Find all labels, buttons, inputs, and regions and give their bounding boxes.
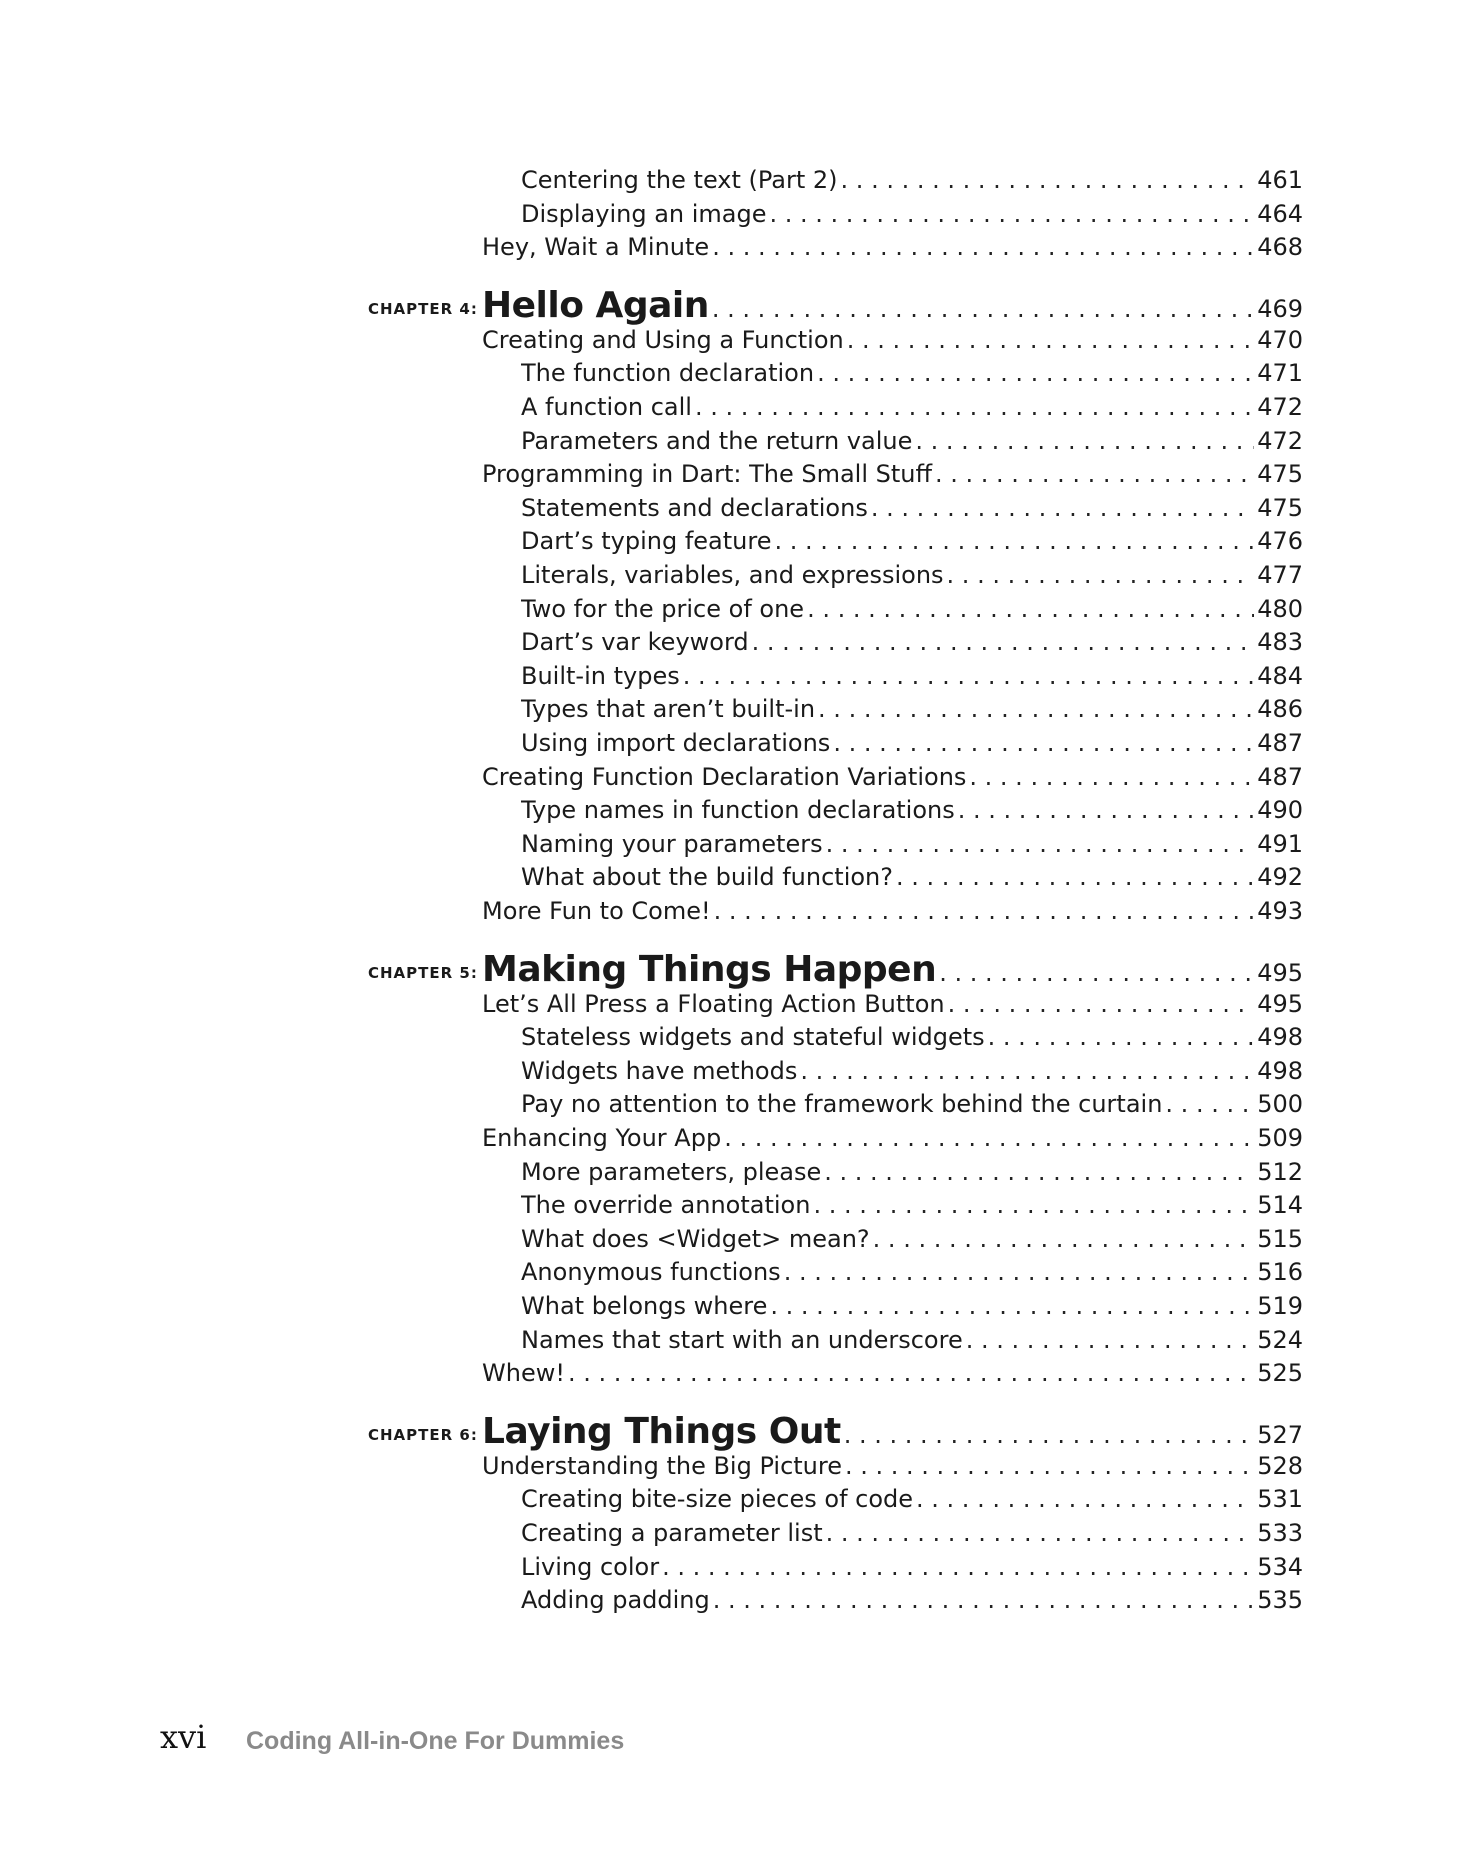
toc-chapter-entry bbox=[482, 1411, 1303, 1452]
toc-entry-title: Anonymous functions bbox=[521, 1258, 781, 1287]
dot-leader bbox=[784, 1258, 1255, 1286]
toc-entry-title: Parameters and the return value bbox=[521, 426, 913, 455]
dot-leader bbox=[770, 200, 1255, 228]
dot-leader bbox=[695, 393, 1254, 421]
dot-leader bbox=[939, 959, 1254, 987]
toc-page-number: 471 bbox=[1257, 359, 1303, 388]
toc-entry bbox=[521, 1158, 1303, 1186]
toc-entry-title: More parameters, please bbox=[521, 1157, 822, 1186]
toc-entry-title: Adding padding bbox=[521, 1586, 710, 1615]
toc-entry-title: Built-in types bbox=[521, 661, 680, 690]
dot-leader bbox=[947, 561, 1255, 589]
toc-entry-title: Creating and Using a Function bbox=[482, 325, 844, 354]
toc-entry bbox=[521, 1191, 1303, 1219]
dot-leader bbox=[807, 595, 1254, 623]
dot-leader bbox=[752, 628, 1255, 656]
dot-leader bbox=[712, 233, 1254, 261]
toc-entry bbox=[482, 460, 1303, 488]
dot-leader bbox=[969, 763, 1254, 791]
toc-page-number: 531 bbox=[1257, 1485, 1303, 1514]
toc-entry-title: Displaying an image bbox=[521, 199, 767, 228]
toc-entry-title: Enhancing Your App bbox=[482, 1124, 722, 1152]
toc-entry-title: Using import declarations bbox=[521, 729, 831, 757]
dot-leader bbox=[966, 1326, 1254, 1354]
toc-entry bbox=[521, 830, 1303, 858]
dot-leader bbox=[662, 1553, 1254, 1581]
toc-page-number: 461 bbox=[1257, 166, 1303, 194]
toc-entry bbox=[521, 359, 1303, 387]
toc-chapter-entry bbox=[482, 949, 1303, 990]
toc-page-number: 534 bbox=[1257, 1552, 1303, 1581]
dot-leader bbox=[568, 1359, 1254, 1387]
toc-entry-title: Naming your parameters bbox=[521, 829, 823, 858]
dot-leader bbox=[915, 427, 1254, 455]
toc-entry bbox=[482, 990, 1303, 1018]
toc-page-number: 498 bbox=[1257, 1023, 1303, 1052]
toc-entry-title: Two for the price of one bbox=[521, 594, 805, 623]
toc-entry bbox=[521, 1225, 1303, 1253]
toc-entry-title: Programming in Dart: The Small Stuff bbox=[482, 460, 933, 489]
toc-entry bbox=[482, 233, 1303, 261]
toc-entry bbox=[521, 1023, 1303, 1051]
toc-entry bbox=[521, 200, 1303, 228]
toc-page-number: 500 bbox=[1257, 1090, 1303, 1119]
toc-page-number: 487 bbox=[1257, 762, 1303, 791]
dot-leader bbox=[916, 1485, 1254, 1513]
footer-book-title: Coding All-in-One For Dummies bbox=[246, 1727, 625, 1755]
toc-page-number: 484 bbox=[1257, 661, 1303, 690]
dot-leader bbox=[724, 1124, 1254, 1152]
toc-entry-title: What does <Widget> mean? bbox=[521, 1224, 870, 1253]
toc-entry bbox=[521, 1326, 1303, 1354]
toc-page-number: 477 bbox=[1257, 561, 1303, 589]
toc-entry bbox=[521, 729, 1303, 757]
toc-entry-title: Creating a parameter list bbox=[521, 1519, 823, 1547]
toc-page-number: 512 bbox=[1257, 1157, 1303, 1186]
dot-leader bbox=[800, 1057, 1254, 1085]
toc-entry bbox=[521, 628, 1303, 656]
dot-leader bbox=[818, 695, 1254, 723]
toc-page-number: 464 bbox=[1257, 199, 1303, 228]
dot-leader bbox=[826, 830, 1255, 858]
dot-leader bbox=[770, 1292, 1254, 1320]
toc-page-number: 475 bbox=[1257, 460, 1303, 489]
toc-entry-title: The function declaration bbox=[521, 359, 815, 388]
dot-leader bbox=[813, 1191, 1254, 1219]
toc-page-number: 524 bbox=[1257, 1325, 1303, 1354]
toc-entry-title: What belongs where bbox=[521, 1292, 768, 1320]
dot-leader bbox=[833, 729, 1254, 757]
dot-leader bbox=[847, 326, 1254, 354]
footer-page-number: xvi bbox=[160, 1718, 207, 1756]
dot-leader bbox=[871, 494, 1254, 522]
toc-entry-title: Creating Function Declaration Variations bbox=[482, 762, 967, 791]
dot-leader bbox=[826, 1519, 1255, 1547]
chapter-title: Making Things Happen bbox=[482, 948, 937, 990]
toc-entry bbox=[521, 1057, 1303, 1085]
toc-entry-title: A function call bbox=[521, 393, 692, 421]
dot-leader bbox=[712, 295, 1254, 323]
toc-entry-title: More Fun to Come! bbox=[482, 897, 711, 925]
chapter-number: CHAPTER 5: bbox=[368, 963, 478, 982]
toc-page-number: 493 bbox=[1257, 897, 1303, 925]
toc-entry bbox=[521, 1519, 1303, 1547]
toc-page-number: 527 bbox=[1257, 1420, 1303, 1449]
toc-entry-title: Dart’s var keyword bbox=[521, 628, 749, 657]
chapter-number: CHAPTER 4: bbox=[368, 299, 478, 318]
toc-page-number: 475 bbox=[1257, 493, 1303, 522]
toc-entry-title: Names that start with an underscore bbox=[521, 1325, 963, 1354]
toc-page-number: 472 bbox=[1257, 426, 1303, 455]
toc-page-number: 498 bbox=[1257, 1056, 1303, 1085]
dot-leader bbox=[817, 359, 1254, 387]
dot-leader bbox=[873, 1225, 1255, 1253]
toc-entry bbox=[521, 695, 1303, 723]
dot-leader bbox=[774, 527, 1254, 555]
toc-page-number: 468 bbox=[1257, 233, 1303, 262]
toc-page-number: 509 bbox=[1257, 1124, 1303, 1152]
dot-leader bbox=[713, 1586, 1254, 1614]
toc-entry-title: Hey, Wait a Minute bbox=[482, 233, 710, 262]
dot-leader bbox=[683, 662, 1254, 690]
toc-page-number: 515 bbox=[1257, 1224, 1303, 1253]
dot-leader bbox=[1165, 1090, 1254, 1118]
toc-page-number: 519 bbox=[1257, 1292, 1303, 1320]
toc-page-number: 528 bbox=[1257, 1451, 1303, 1480]
toc-page-number: 486 bbox=[1257, 695, 1303, 724]
dot-leader bbox=[714, 897, 1255, 925]
toc-entry-title: Living color bbox=[521, 1552, 660, 1581]
toc-entry-title: Whew! bbox=[482, 1359, 565, 1388]
toc-entry bbox=[521, 494, 1303, 522]
toc-page-number: 483 bbox=[1257, 628, 1303, 657]
toc-page-number: 469 bbox=[1257, 294, 1303, 323]
toc-entry bbox=[521, 863, 1303, 891]
toc-entry bbox=[521, 166, 1303, 194]
toc-page-number: 533 bbox=[1257, 1519, 1303, 1547]
toc-entry-title: What about the build function? bbox=[521, 863, 893, 892]
toc-entry-title: Widgets have methods bbox=[521, 1056, 798, 1085]
dot-leader bbox=[844, 1421, 1254, 1449]
toc-entry bbox=[521, 1485, 1303, 1513]
toc-entry-title: Types that aren’t built-in bbox=[521, 695, 816, 724]
toc-entry-title: Dart’s typing feature bbox=[521, 527, 772, 556]
dot-leader bbox=[845, 1452, 1254, 1480]
toc-page-number: 476 bbox=[1257, 527, 1303, 556]
toc-entry bbox=[521, 1586, 1303, 1614]
toc-entry bbox=[482, 326, 1303, 354]
chapter-title: Hello Again bbox=[482, 284, 709, 326]
toc-chapter-entry bbox=[482, 285, 1303, 326]
dot-leader bbox=[824, 1158, 1254, 1186]
dot-leader bbox=[948, 990, 1255, 1018]
toc-entry-title: Type names in function declarations bbox=[521, 796, 955, 825]
toc-entry bbox=[521, 796, 1303, 824]
toc-entry bbox=[482, 1124, 1303, 1152]
toc-page-number: 491 bbox=[1257, 829, 1303, 858]
dot-leader bbox=[896, 863, 1254, 891]
toc-entry bbox=[521, 393, 1303, 421]
toc-entry bbox=[521, 1258, 1303, 1286]
toc-entry bbox=[521, 527, 1303, 555]
toc-entry bbox=[482, 763, 1303, 791]
toc-page-number: 472 bbox=[1257, 393, 1303, 421]
toc-page-number: 470 bbox=[1257, 325, 1303, 354]
dot-leader bbox=[841, 166, 1255, 194]
toc-page-number: 495 bbox=[1257, 989, 1303, 1018]
toc-page-number: 535 bbox=[1257, 1586, 1303, 1615]
toc-entry bbox=[521, 1090, 1303, 1118]
toc-entry-title: Statements and declarations bbox=[521, 493, 868, 522]
dot-leader bbox=[988, 1023, 1255, 1051]
toc-entry-title: Creating bite-size pieces of code bbox=[521, 1485, 914, 1514]
toc-page-number: 487 bbox=[1257, 729, 1303, 757]
toc-entry bbox=[482, 897, 1303, 925]
toc-entry-title: Stateless widgets and stateful widgets bbox=[521, 1023, 985, 1052]
toc-page-number: 492 bbox=[1257, 863, 1303, 892]
toc-entry-title: The override annotation bbox=[521, 1191, 811, 1220]
toc-entry-title: Let’s All Press a Floating Action Button bbox=[482, 989, 945, 1018]
toc-entry bbox=[521, 595, 1303, 623]
toc-entry bbox=[521, 561, 1303, 589]
toc-entry-title: Pay no attention to the framework behind the curtain bbox=[521, 1090, 1163, 1119]
toc-page-number: 514 bbox=[1257, 1191, 1303, 1220]
toc-entry-title: Centering the text (Part 2) bbox=[521, 166, 838, 194]
dot-leader bbox=[935, 460, 1254, 488]
toc-entry bbox=[521, 427, 1303, 455]
toc-page-number: 490 bbox=[1257, 796, 1303, 825]
toc-entry bbox=[482, 1452, 1303, 1480]
chapter-number: CHAPTER 6: bbox=[368, 1425, 478, 1444]
toc-entry-title: Literals, variables, and expressions bbox=[521, 561, 944, 589]
toc-entry bbox=[482, 1359, 1303, 1387]
toc-page-number: 525 bbox=[1257, 1359, 1303, 1388]
toc-page-number: 516 bbox=[1257, 1258, 1303, 1287]
toc-entry bbox=[521, 662, 1303, 690]
toc-page-number: 480 bbox=[1257, 594, 1303, 623]
dot-leader bbox=[958, 796, 1254, 824]
toc-entry-title: Understanding the Big Picture bbox=[482, 1451, 842, 1480]
toc-entry bbox=[521, 1553, 1303, 1581]
toc-page-number: 495 bbox=[1257, 958, 1303, 987]
chapter-title: Laying Things Out bbox=[482, 1410, 841, 1452]
toc-entry bbox=[521, 1292, 1303, 1320]
